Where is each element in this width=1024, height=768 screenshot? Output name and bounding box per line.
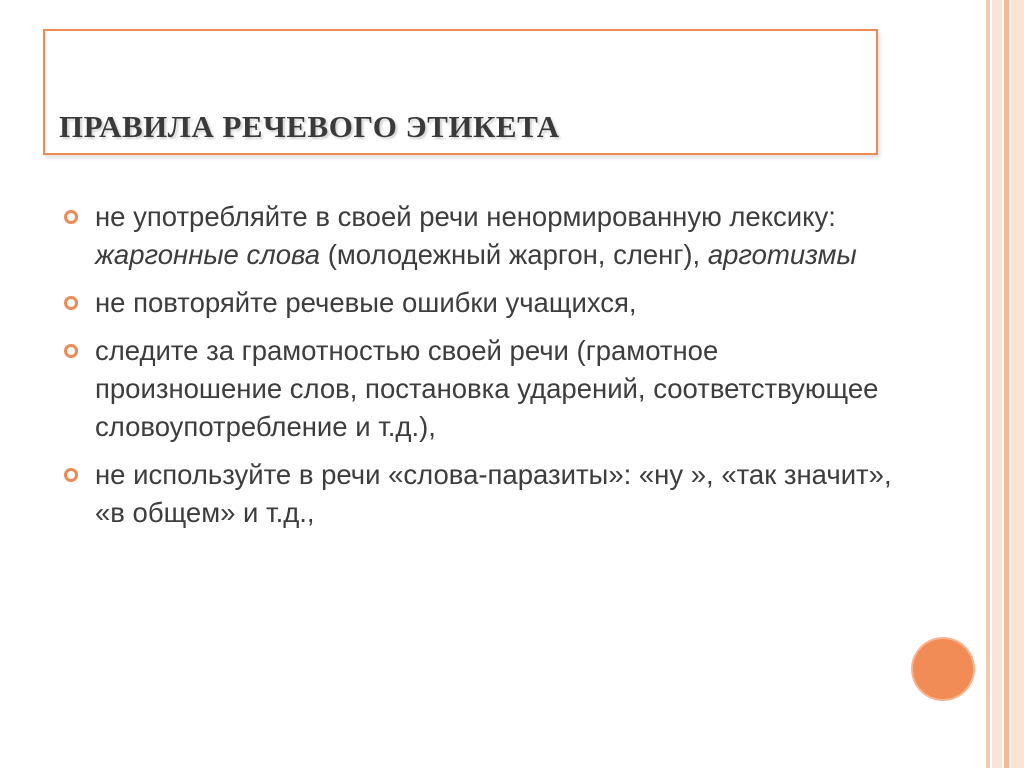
bullet-text-italic: жаргонные слова (95, 239, 321, 270)
bullet-icon (64, 210, 78, 224)
bullet-text: не употребляйте в своей речи ненормированную лексику: (95, 201, 836, 232)
bullet-text: следите за грамотностью своей речи (грамотное произношение слов, постановка ударений, соответствующее словоупотребление и т.д.), (95, 335, 879, 442)
bullet-icon (64, 468, 78, 482)
decorative-stripe (1004, 0, 1009, 768)
title-box (43, 29, 878, 155)
decorative-stripe (1011, 0, 1024, 768)
bullet-item (64, 456, 894, 532)
bullet-icon (64, 296, 78, 310)
bullet-item (64, 198, 894, 274)
slide-title: ПРАВИЛА РЕЧЕВОГО ЭТИКЕТА (59, 109, 560, 144)
decorative-circle (913, 639, 973, 699)
bullet-text-italic: арготизмы (707, 239, 857, 270)
bullet-list (64, 198, 894, 542)
bullet-icon (64, 344, 78, 358)
bullet-text: не повторяйте речевые ошибки учащихся, (95, 287, 637, 318)
bullet-item (64, 284, 894, 322)
decorative-stripe (986, 0, 990, 768)
bullet-text: не используйте в речи «слова-паразиты»: «ну », «так значит», «в общем» и т.д., (95, 459, 892, 528)
bullet-text: (молодежный жаргон, сленг), (320, 239, 708, 270)
bullet-item (64, 332, 894, 446)
decorative-stripe (992, 0, 1002, 768)
